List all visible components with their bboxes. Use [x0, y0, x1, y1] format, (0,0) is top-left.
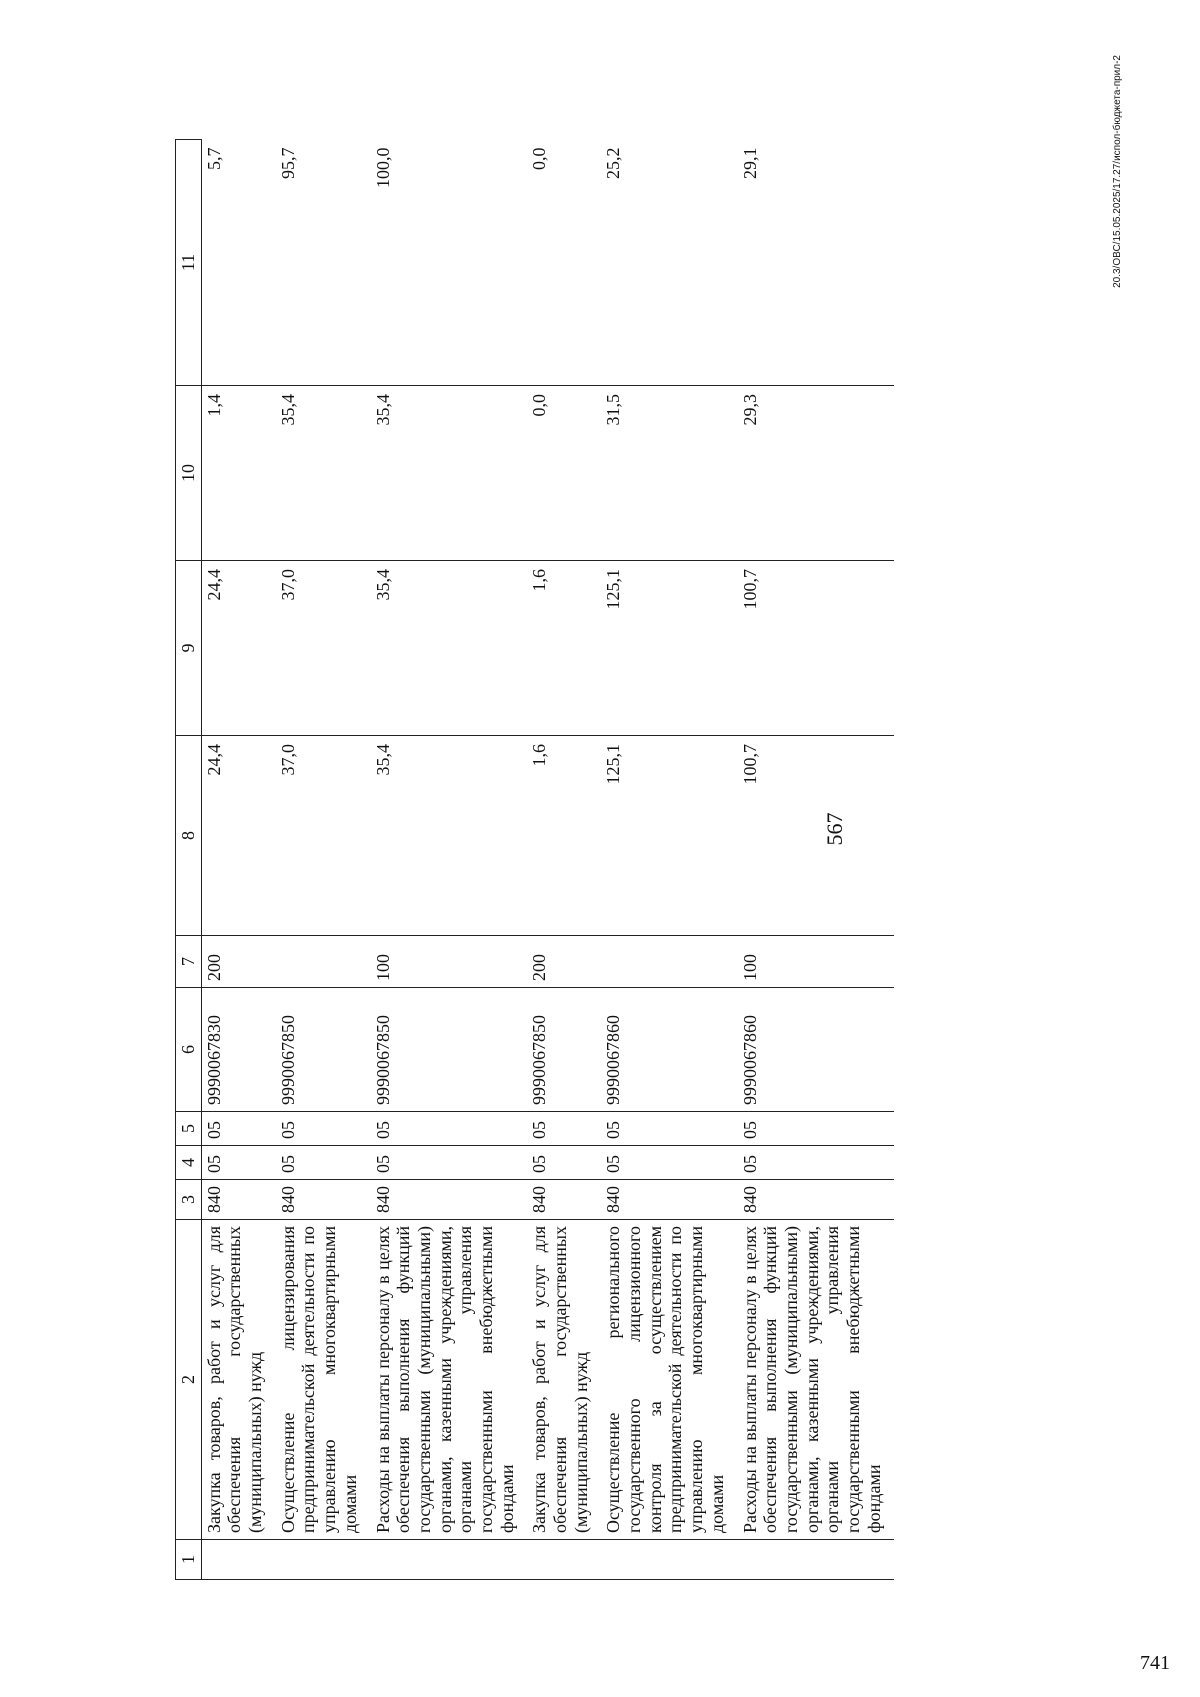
cell-col5: 05	[738, 1112, 895, 1146]
cell-col4: 05	[276, 1146, 371, 1180]
cell-col7	[276, 936, 371, 988]
cell-col9: 35,4	[371, 561, 528, 736]
header-cell: 9	[176, 561, 202, 736]
cell-name: Закупка товаров, работ и услуг для обеспечения государственных (муниципальных) нужд	[527, 1220, 601, 1540]
cell-col9: 24,4	[201, 561, 276, 736]
cell-col6: 9990067830	[201, 988, 276, 1112]
cell-col1	[527, 1540, 601, 1580]
cell-col7	[601, 936, 737, 988]
cell-col7: 100	[738, 936, 895, 988]
cell-col5: 05	[601, 1112, 737, 1146]
rotated-page	[40, 30, 1140, 1630]
cell-col1	[601, 1540, 737, 1580]
table-header-row	[176, 140, 202, 1580]
cell-col10: 35,4	[371, 386, 528, 561]
cell-col1	[201, 1540, 276, 1580]
cell-name: Расходы на выплаты персоналу в целях обеспечения выполнения функций государственными (муниципальными) органами, казенными учреждениями, органами управления государственными внебюджетными фондами	[738, 1220, 895, 1540]
cell-col8: 24,4	[201, 736, 276, 936]
cell-col3: 840	[738, 1180, 895, 1220]
header-cell: 4	[176, 1146, 202, 1180]
cell-col11: 95,7	[276, 140, 371, 386]
cell-name: Осуществление регионального государственного лицензионного контроля за осуществлением предпринимательской деятельности по управлению многоквартирными домами	[601, 1220, 737, 1540]
cell-col7: 200	[201, 936, 276, 988]
cell-col9: 1,6	[527, 561, 601, 736]
cell-col9: 125,1	[601, 561, 737, 736]
header-cell: 3	[176, 1180, 202, 1220]
cell-col6: 9990067850	[527, 988, 601, 1112]
header-cell: 5	[176, 1112, 202, 1146]
cell-col8: 37,0	[276, 736, 371, 936]
cell-col11: 5,7	[201, 140, 276, 386]
header-cell: 6	[176, 988, 202, 1112]
cell-col4: 05	[527, 1146, 601, 1180]
cell-col7: 100	[371, 936, 528, 988]
cell-col8: 1,6	[527, 736, 601, 936]
table-row	[601, 140, 737, 1580]
budget-table	[175, 139, 894, 1580]
table-row	[371, 140, 528, 1580]
cell-col6: 9990067860	[601, 988, 737, 1112]
cell-col3: 840	[371, 1180, 528, 1220]
table-row	[201, 140, 276, 1580]
cell-col5: 05	[276, 1112, 371, 1146]
cell-col11: 25,2	[601, 140, 737, 386]
cell-col11: 100,0	[371, 140, 528, 386]
header-cell: 2	[176, 1220, 202, 1540]
cell-col1	[276, 1540, 371, 1580]
cell-col10: 31,5	[601, 386, 737, 561]
header-cell: 1	[176, 1540, 202, 1580]
cell-col4: 05	[201, 1146, 276, 1180]
cell-col8: 125,1	[601, 736, 737, 936]
cell-col1	[738, 1540, 895, 1580]
cell-col10: 35,4	[276, 386, 371, 561]
cell-name: Осуществление лицензирования предпринимательской деятельности по управлению многоквартирными домами	[276, 1220, 371, 1540]
page-number-bottom: 741	[1140, 1652, 1170, 1674]
table-row	[738, 140, 895, 1580]
cell-col6: 9990067850	[276, 988, 371, 1112]
cell-col5: 05	[527, 1112, 601, 1146]
document-footer-code: 20.3/ОВС/15.05.2025/17.27/испол-бюджета-прил-2	[1112, 55, 1123, 288]
header-cell: 8	[176, 736, 202, 936]
cell-col3: 840	[201, 1180, 276, 1220]
header-cell: 7	[176, 936, 202, 988]
table-row	[527, 140, 601, 1580]
cell-col10: 0,0	[527, 386, 601, 561]
cell-col11: 29,1	[738, 140, 895, 386]
cell-col4: 05	[371, 1146, 528, 1180]
cell-col8: 100,7	[738, 736, 895, 936]
cell-col4: 05	[601, 1146, 737, 1180]
cell-col3: 840	[276, 1180, 371, 1220]
table-row	[276, 140, 371, 1580]
cell-name: Расходы на выплаты персоналу в целях обеспечения выполнения функций государственными (муниципальными) органами, казенными учреждениями, органами управления государственными внебюджетными фондами	[371, 1220, 528, 1540]
cell-col11: 0,0	[527, 140, 601, 386]
page-number-top: 567	[822, 812, 847, 846]
cell-col3: 840	[527, 1180, 601, 1220]
cell-col5: 05	[201, 1112, 276, 1146]
cell-col9: 100,7	[738, 561, 895, 736]
cell-col5: 05	[371, 1112, 528, 1146]
header-cell: 11	[176, 140, 202, 386]
cell-name: Закупка товаров, работ и услуг для обеспечения государственных (муниципальных) нужд	[201, 1220, 276, 1540]
cell-col10: 29,3	[738, 386, 895, 561]
cell-col7: 200	[527, 936, 601, 988]
cell-col8: 35,4	[371, 736, 528, 936]
cell-col9: 37,0	[276, 561, 371, 736]
cell-col4: 05	[738, 1146, 895, 1180]
header-cell: 10	[176, 386, 202, 561]
cell-col6: 9990067850	[371, 988, 528, 1112]
cell-col6: 9990067860	[738, 988, 895, 1112]
cell-col3: 840	[601, 1180, 737, 1220]
cell-col1	[371, 1540, 528, 1580]
cell-col10: 1,4	[201, 386, 276, 561]
